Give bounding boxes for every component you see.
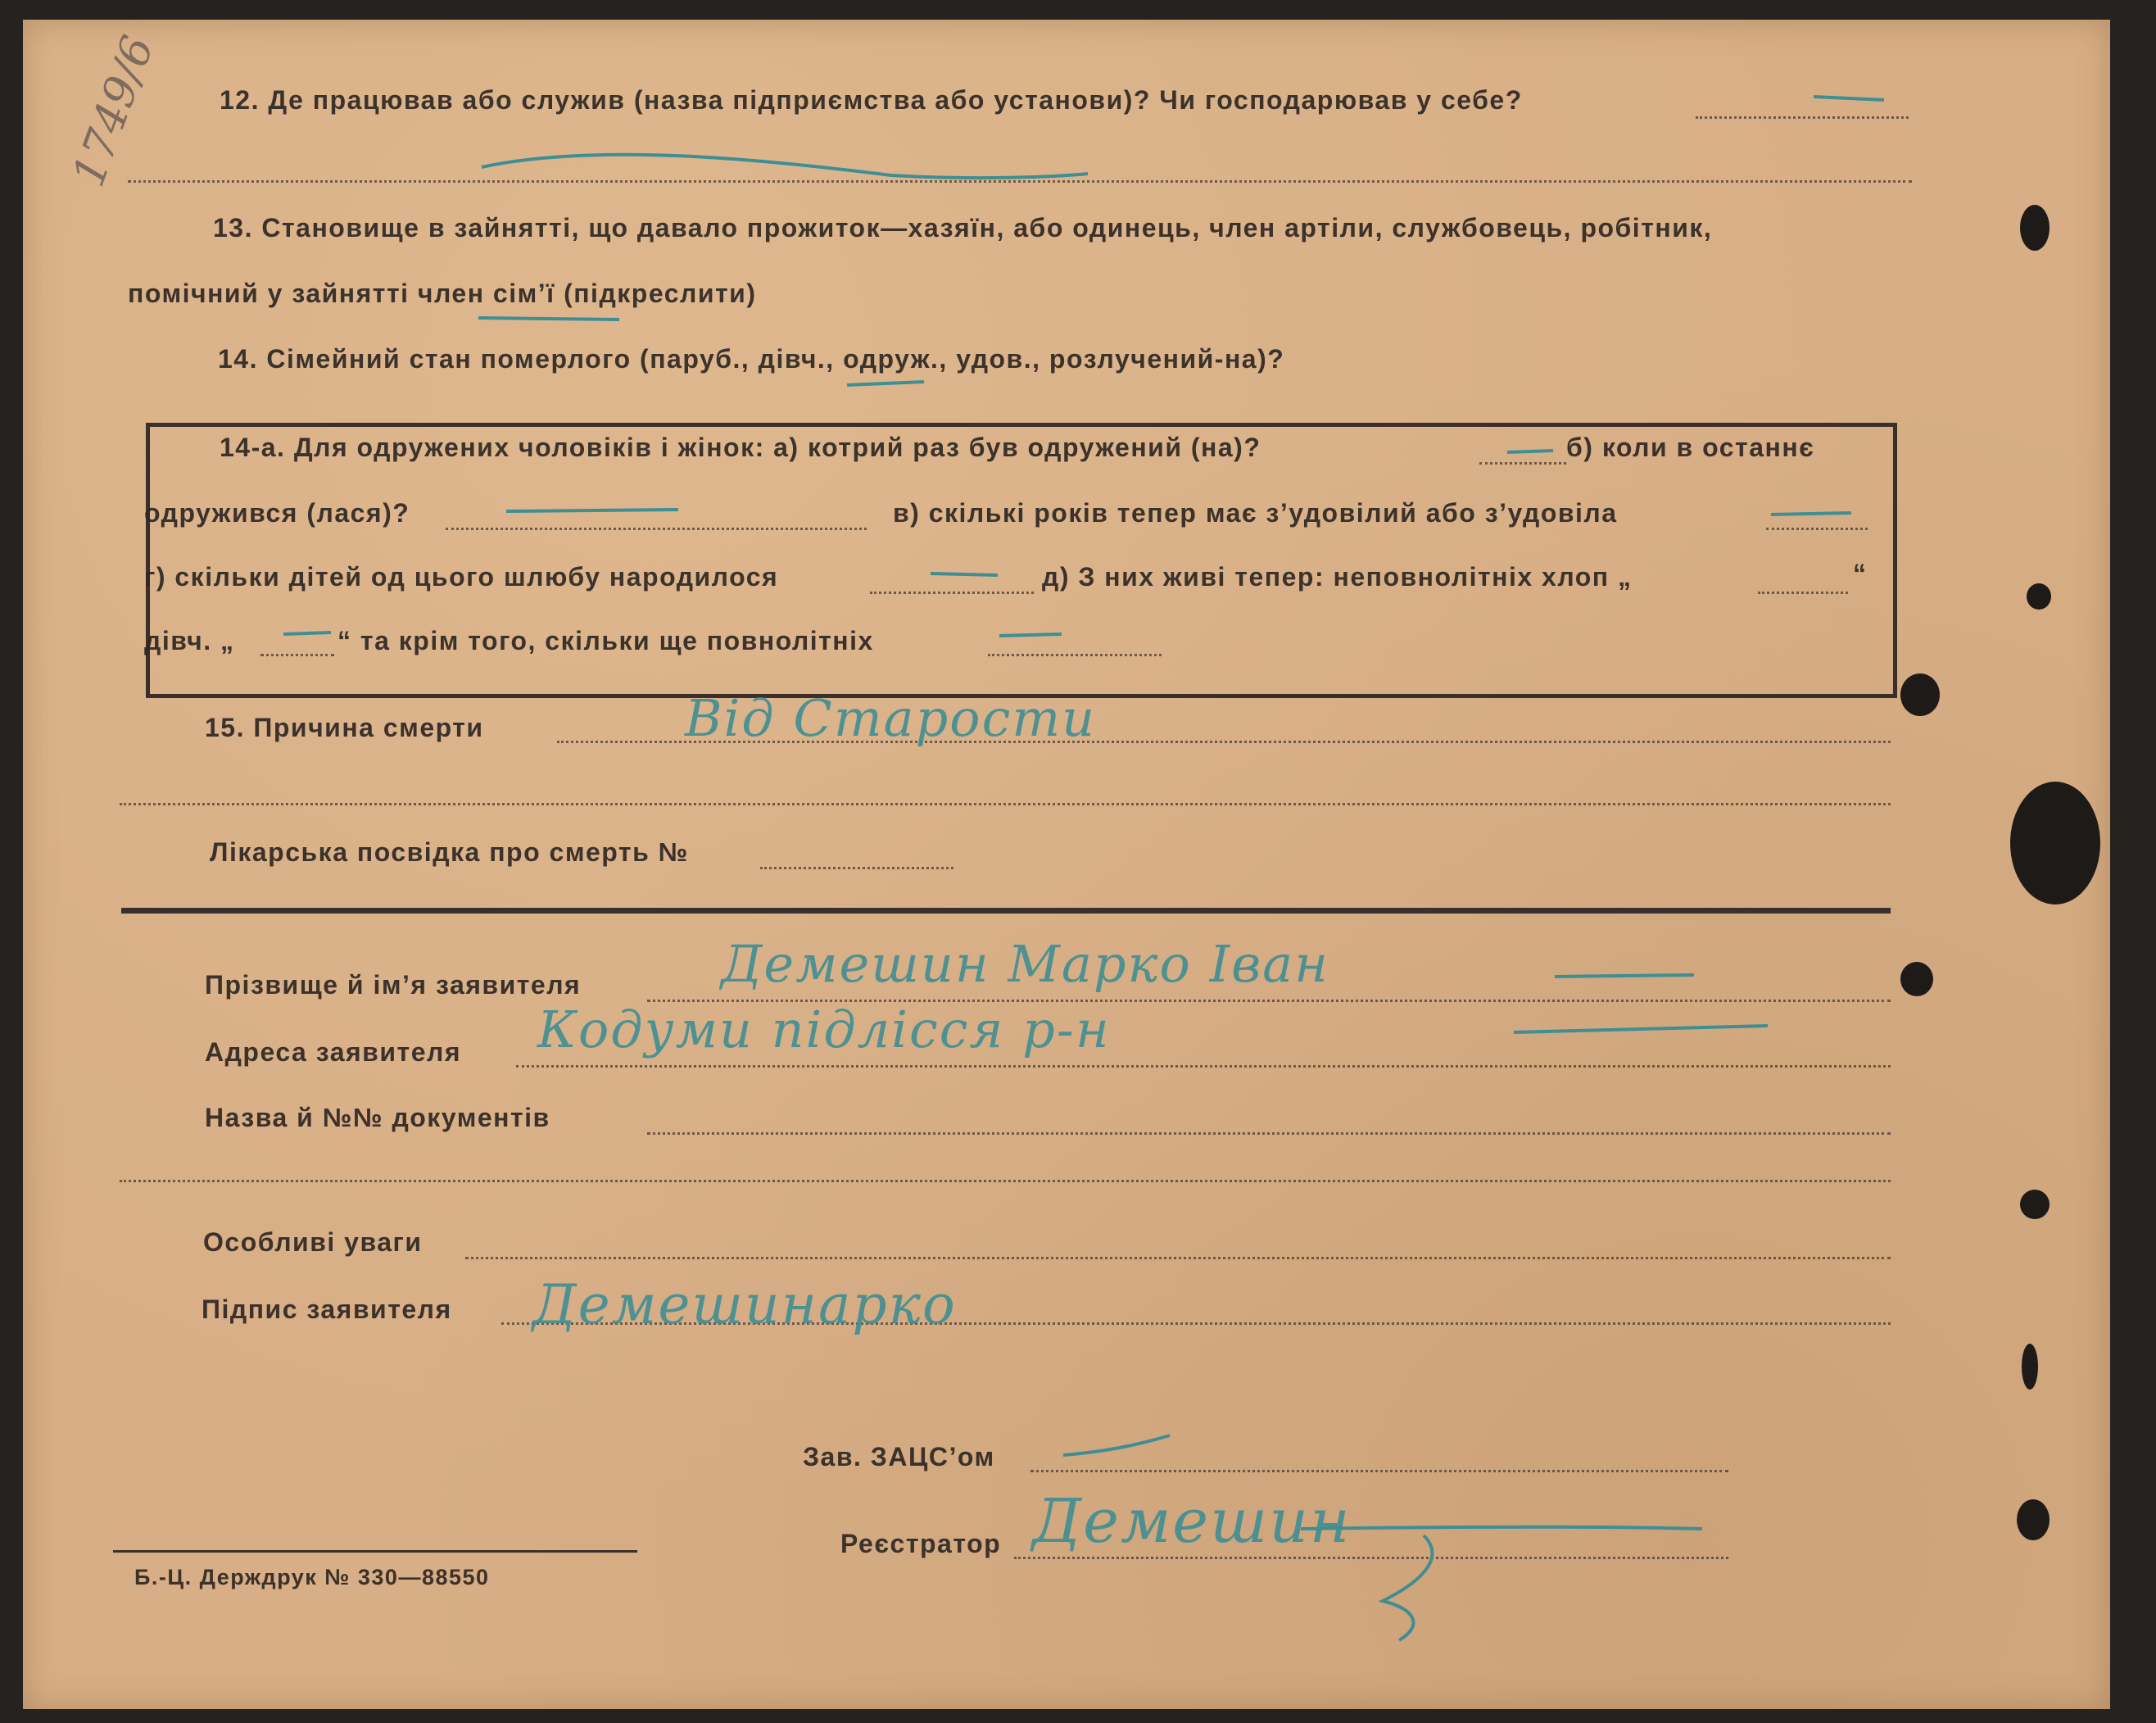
question-14a-line-1b: б) коли в останнє: [1566, 433, 1815, 462]
special-notes-label: Особливі уваги: [203, 1227, 423, 1257]
ink-tail-address: [1514, 1026, 1768, 1032]
ink-strokes: [23, 20, 2110, 1709]
punch-hole: [1900, 962, 1933, 996]
medical-certificate-label: Лікарська посвідка про смерть №: [210, 837, 689, 867]
printer-imprint: Б.-Ц. Держдрук № 330—88550: [134, 1565, 490, 1589]
ink-dash-14a-b: [506, 510, 678, 511]
registrar-signature: Демешин: [1032, 1486, 1352, 1557]
applicant-documents-label: Назва й №№ документів: [205, 1103, 550, 1132]
punch-hole: [2010, 782, 2100, 905]
question-14a-line-3a: г) скільки дітей од цього шлюбу народилося: [144, 562, 779, 592]
death-record-form-back: [23, 20, 2110, 1709]
punch-hole: [2020, 1190, 2050, 1219]
cause-of-death-handwriting: Від Старости: [685, 688, 1097, 748]
applicant-address-handwriting: Кодуми підлісся р-н: [537, 1000, 1111, 1059]
ink-flourish-registrar: [1383, 1535, 1432, 1640]
question-14a-line-2a: одружився (лася)?: [144, 498, 410, 528]
archive-pencil-number: 1749/6: [62, 29, 165, 193]
punch-hole: [2020, 205, 2050, 251]
question-15-label: 15. Причина смерти: [205, 713, 484, 742]
applicant-signature-handwriting: Демешинарко: [532, 1273, 957, 1336]
question-13-label: 13. Становище в зайнятті, що давало прожиток—хазяїн, або одинець, член артіли, службовець, робітник,: [213, 213, 1713, 243]
question-12-label: 12. Де працював або служив (назва підприємства або установи)? Чи господарював у себе?: [220, 85, 1523, 115]
question-13-label-line-2: помічний у зайнятті член сім’ї (підкреслити): [128, 279, 757, 308]
ink-tail-registrar: [1301, 1527, 1702, 1529]
punch-hole: [2017, 1499, 2050, 1540]
ink-tail-name: [1555, 975, 1694, 977]
ink-dash-14a-a: [1507, 451, 1553, 452]
ink-stroke-head: [1063, 1435, 1170, 1455]
question-14a-line-3b: д) З них живі тепер: неповнолітніх хлоп „: [1042, 562, 1633, 592]
zags-head-label: Зав. ЗАЦС’ом: [803, 1442, 995, 1471]
question-14a-line-3c: “: [1853, 559, 1868, 588]
question-14-label: 14. Сімейний стан померлого (паруб., дівч., одруж., удов., розлучений-на)?: [218, 344, 1285, 374]
registrar-label: Реєстратор: [840, 1529, 1002, 1558]
punch-hole: [1900, 673, 1940, 716]
applicant-name-handwriting: Демешин Марко Іван: [721, 934, 1329, 994]
ink-dash-q12: [1814, 97, 1884, 100]
punch-hole: [2022, 1344, 2038, 1390]
ink-dash-14a-v: [1771, 513, 1851, 515]
punch-hole: [2027, 583, 2051, 610]
ink-dash-14a-g: [931, 574, 998, 575]
ink-dash-14a-adults: [999, 634, 1062, 636]
ink-curve-q12: [482, 155, 1088, 178]
question-14a-line-4b: “ та крім того, скільки ще повнолітніх: [337, 626, 874, 655]
question-14a-line-4a: дівч. „: [144, 626, 235, 655]
ink-dash-14a-girls: [283, 633, 331, 634]
question-14a-line-2b: в) скількі років тепер має з’удовілий або з’удовіла: [893, 498, 1618, 528]
question-14a-line-1: 14-а. Для одружених чоловіків і жінок: а) котрий раз був одружений (на)?: [220, 433, 1261, 462]
applicant-signature-label: Підпис заявителя: [202, 1295, 452, 1324]
applicant-address-label: Адреса заявителя: [205, 1037, 461, 1067]
underline-girl: [847, 382, 924, 385]
applicant-name-label: Прізвище й ім’я заявителя: [205, 970, 582, 1000]
underline-member: [478, 318, 619, 320]
